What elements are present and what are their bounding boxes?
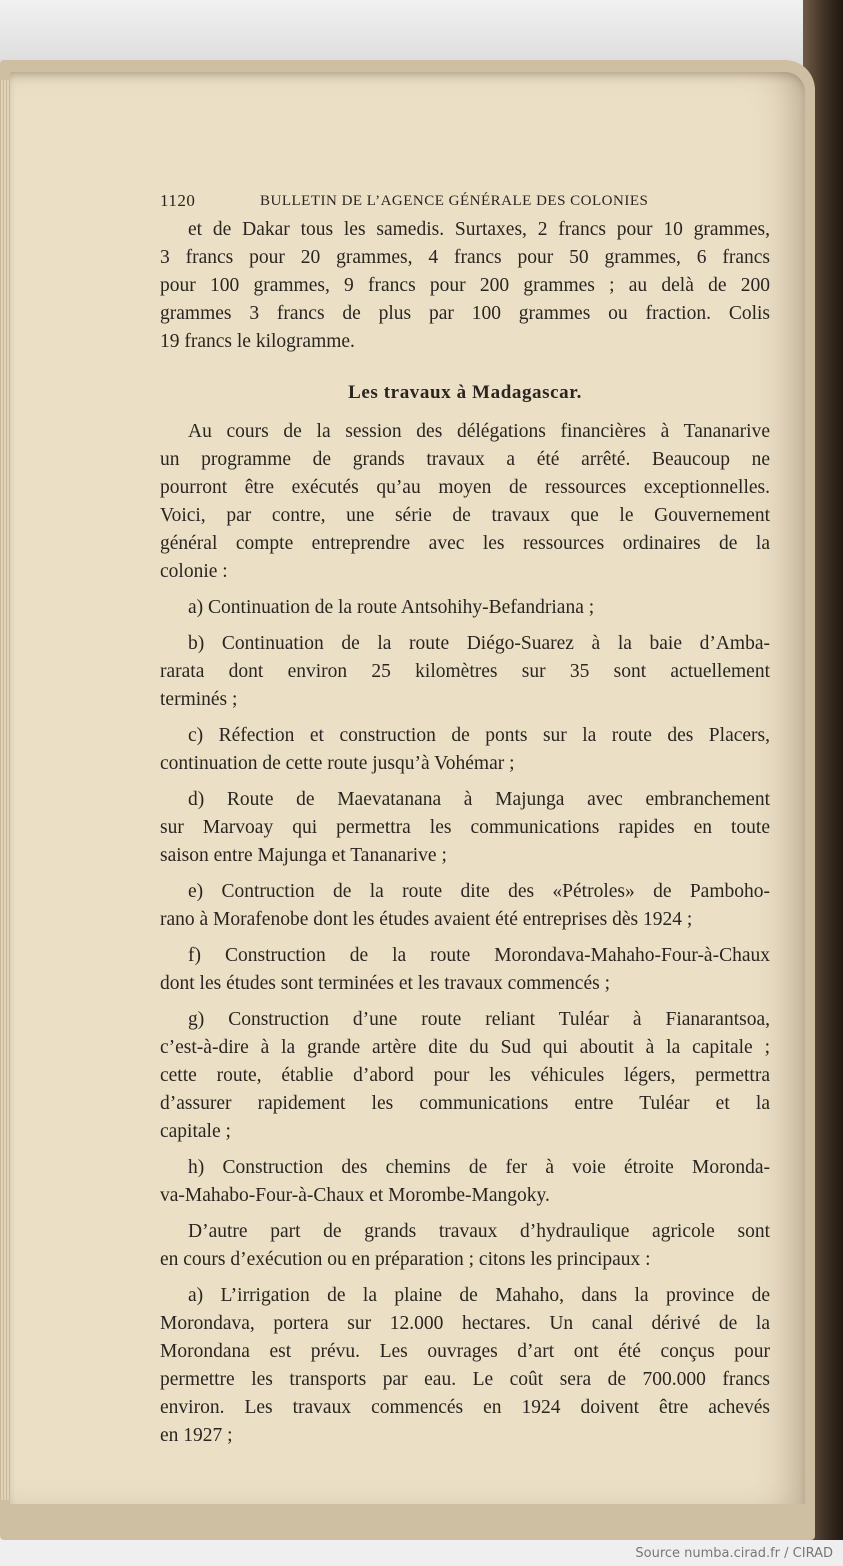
list-item-line: rarata dont environ 25 kilomètres sur 35 sont actuellement (160, 661, 770, 682)
list-item-line: saison entre Majunga et Tananarive ; (160, 845, 447, 866)
paragraph-line: et de Dakar tous les samedis. Surtaxes, 2 francs pour 10 grammes, (188, 219, 770, 240)
list-item-line: capitale ; (160, 1121, 231, 1142)
list-item-line: a) L’irrigation de la plaine de Mahaho, dans la province de (188, 1285, 770, 1306)
list-item-line: en 1927 ; (160, 1425, 233, 1446)
paragraph-line: en cours d’exécution ou en préparation ; citons les principaux : (160, 1249, 651, 1270)
list-item-line: c’est-à-dire à la grande artère dite du Sud qui aboutit à la capitale ; (160, 1037, 770, 1058)
running-header (160, 186, 770, 216)
list-item-line: g) Construction d’une route reliant Tuléar à Fianarantsoa, (188, 1009, 770, 1030)
list-item-line: terminés ; (160, 689, 238, 710)
page-text (160, 186, 770, 1458)
list-item-line: Morondana est prévu. Les ouvrages d’art ont été conçus pour (160, 1341, 770, 1362)
list-item-line: va-Mahabo-Four-à-Chaux et Morombe-Mangoky. (160, 1185, 550, 1206)
paragraph-line: Au cours de la session des délégations financières à Tananarive (188, 421, 770, 442)
paragraph-line: 3 francs pour 20 grammes, 4 francs pour 50 grammes, 6 francs (160, 247, 770, 268)
paragraph-line: D’autre part de grands travaux d’hydraulique agricole sont (188, 1221, 770, 1242)
list-item-line: f) Construction de la route Morondava-Mahaho-Four-à-Chaux (188, 945, 770, 966)
list-item-line: Morondava, portera sur 12.000 hectares. Un canal dérivé de la (160, 1313, 770, 1334)
source-credit: Source numba.cirad.fr / CIRAD (635, 1546, 833, 1561)
list-item-line: h) Construction des chemins de fer à voie étroite Moronda- (188, 1157, 770, 1178)
list-item-line: a) Continuation de la route Antsohihy-Befandriana ; (188, 597, 595, 618)
paragraph-line: colonie : (160, 561, 228, 582)
paragraph-line: pourront être exécutés qu’au moyen de ressources exceptionnelles. (160, 477, 770, 498)
paragraph-line: pour 100 grammes, 9 francs pour 200 grammes ; au delà de 200 (160, 275, 770, 296)
list-item-line: sur Marvoay qui permettra les communications rapides en toute (160, 817, 770, 838)
paragraph-line: 19 francs le kilogramme. (160, 331, 355, 352)
list-item-line: cette route, établie d’abord pour les véhicules légers, permettra (160, 1065, 770, 1086)
paragraph-line: général compte entreprendre avec les ressources ordinaires de la (160, 533, 770, 554)
list-item-line: e) Contruction de la route dite des «Pétroles» de Pamboho- (188, 881, 770, 902)
list-item-line: permettre les transports par eau. Le coût sera de 700.000 francs (160, 1369, 770, 1390)
section-title: Les travaux à Madagascar. (348, 382, 582, 403)
page-number: 1120 (160, 191, 196, 210)
paragraph-line: grammes 3 francs de plus par 100 grammes ou fraction. Colis (160, 303, 770, 324)
running-title: BULLETIN DE L’AGENCE GÉNÉRALE DES COLONIES (260, 192, 649, 209)
list-item-line: continuation de cette route jusqu’à Vohémar ; (160, 753, 515, 774)
list-item-line: rano à Morafenobe dont les études avaient été entreprises dès 1924 ; (160, 909, 693, 930)
list-item-line: c) Réfection et construction de ponts sur la route des Placers, (188, 725, 770, 746)
list-item-line: environ. Les travaux commencés en 1924 doivent être achevés (160, 1397, 770, 1418)
list-item-line: dont les études sont terminées et les travaux commencés ; (160, 973, 610, 994)
list-item-line: d) Route de Maevatanana à Majunga avec embranchement (188, 789, 770, 810)
paragraph-line: Voici, par contre, une série de travaux que le Gouvernement (160, 505, 770, 526)
list-item-line: d’assurer rapidement les communications entre Tuléar et la (160, 1093, 770, 1114)
list-item-line: b) Continuation de la route Diégo-Suarez à la baie d’Amba- (188, 633, 770, 654)
paragraph-line: un programme de grands travaux a été arrêté. Beaucoup ne (160, 449, 770, 470)
